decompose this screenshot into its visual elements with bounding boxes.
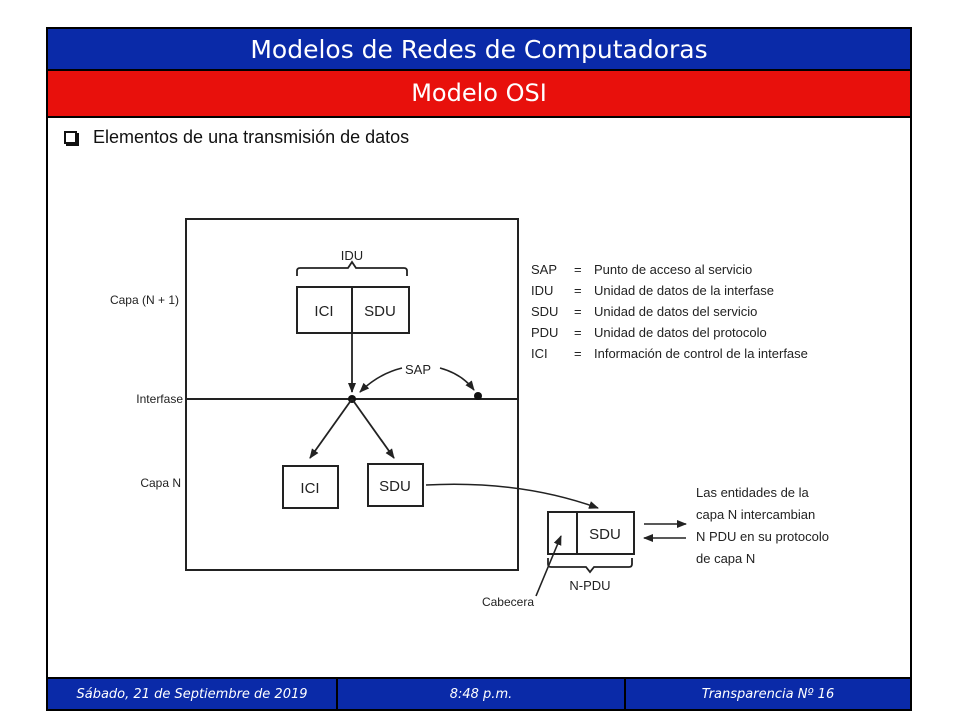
- npdu-brace: [548, 558, 632, 572]
- sap-label: SAP: [404, 362, 432, 377]
- layer-box: [186, 219, 518, 570]
- legend: [531, 262, 808, 361]
- branch-sdu-arrow: [352, 399, 394, 458]
- sap-arrow-left: [360, 368, 402, 392]
- sap-arrow-right: [440, 368, 474, 390]
- footer-date: Sábado, 21 de Septiembre de 2019: [48, 679, 338, 709]
- interface-label: Interfase: [136, 392, 183, 406]
- note-line: de capa N: [696, 551, 756, 566]
- legend-abbr: IDU: [531, 283, 554, 298]
- legend-eq: =: [574, 283, 582, 298]
- idu-label: IDU: [340, 248, 364, 263]
- legend-text: Unidad de datos del servicio: [594, 304, 758, 319]
- npdu-sdu-label: SDU: [589, 526, 621, 543]
- branch-ici-arrow: [310, 399, 352, 458]
- sap-dot-right: [474, 392, 482, 400]
- legend-eq: =: [574, 325, 582, 340]
- sdu-to-pdu-arrow: [426, 484, 598, 508]
- legend-abbr: ICI: [531, 346, 548, 361]
- note-line: Las entidades de la: [696, 485, 809, 500]
- ici-bottom-label: ICI: [300, 480, 320, 497]
- bullet-text: Elementos de una transmisión de datos: [93, 127, 410, 147]
- legend-text: Unidad de datos del protocolo: [594, 325, 767, 340]
- legend-abbr: SDU: [531, 304, 559, 319]
- legend-text: Punto de acceso al servicio: [594, 262, 753, 277]
- legend-eq: =: [574, 304, 582, 319]
- layer-upper-label: Capa (N + 1): [109, 293, 179, 307]
- ici-top-label: ICI: [314, 303, 334, 320]
- footer-slide-number: Transparencia Nº 16: [701, 686, 835, 702]
- legend-eq: =: [574, 262, 582, 277]
- legend-text: Información de control de la interfase: [594, 346, 808, 361]
- legend-abbr: SAP: [531, 262, 558, 277]
- note-line: N PDU en su protocolo: [696, 529, 829, 544]
- npdu-label: N-PDU: [569, 578, 611, 593]
- footer-time: 8:48 p.m.: [338, 679, 626, 709]
- sdu-bottom-label: SDU: [379, 478, 411, 495]
- layer-n-label: Capa N: [140, 476, 181, 490]
- slide-subtitle: Modelo OSI: [48, 71, 910, 118]
- cabecera-label: Cabecera: [481, 595, 534, 609]
- idu-brace: [297, 262, 407, 276]
- legend-eq: =: [574, 346, 582, 361]
- sdu-top-label: SDU: [364, 303, 396, 320]
- note-line: capa N intercambian: [696, 507, 816, 522]
- exchange-note: [696, 485, 829, 566]
- slide-title: Modelos de Redes de Computadoras: [48, 29, 910, 71]
- legend-text: Unidad de datos de la interfase: [594, 283, 774, 298]
- legend-abbr: PDU: [531, 325, 559, 340]
